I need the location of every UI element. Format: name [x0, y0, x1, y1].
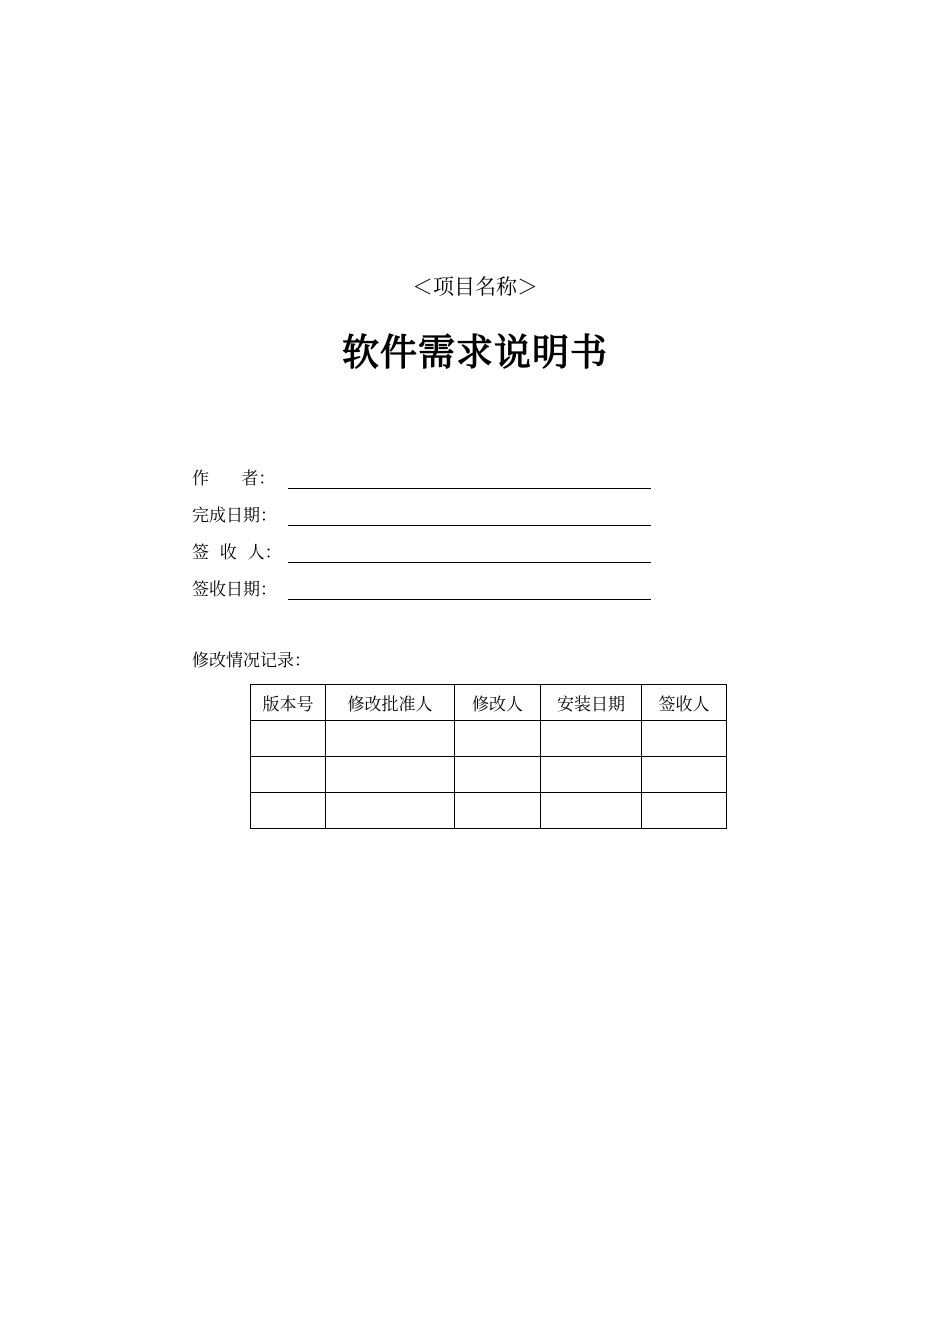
author-label: 作 者： — [192, 469, 276, 489]
column-header-recipient: 签收人 — [642, 685, 727, 721]
author-underline — [288, 488, 651, 489]
table-row — [251, 793, 727, 829]
recipient-label: 签 收 人： — [192, 543, 282, 563]
table-header-row — [251, 685, 727, 721]
table-cell — [541, 793, 642, 829]
table-cell — [455, 793, 541, 829]
table-cell — [326, 757, 455, 793]
table-cell — [326, 793, 455, 829]
receipt-date-field — [192, 577, 662, 614]
column-header-modifier: 修改人 — [455, 685, 541, 721]
table-row — [251, 721, 727, 757]
project-name: ＜项目名称＞ — [412, 275, 538, 299]
author-field — [192, 466, 662, 503]
table-cell — [251, 757, 326, 793]
table-cell — [251, 793, 326, 829]
table-cell — [642, 793, 727, 829]
column-header-approver: 修改批准人 — [326, 685, 455, 721]
recipient-field — [192, 540, 662, 577]
column-header-version: 版本号 — [251, 685, 326, 721]
table-cell — [541, 721, 642, 757]
signature-fields — [192, 466, 662, 614]
revision-table — [250, 684, 727, 829]
column-header-install-date: 安装日期 — [541, 685, 642, 721]
table-cell — [455, 721, 541, 757]
completion-date-underline — [288, 525, 651, 526]
table-cell — [326, 721, 455, 757]
table-cell — [642, 757, 727, 793]
recipient-underline — [288, 562, 651, 563]
document-title: 软件需求说明书 — [342, 331, 608, 374]
receipt-date-label: 签收日期： — [192, 580, 277, 600]
table-cell — [455, 757, 541, 793]
receipt-date-underline — [288, 599, 651, 600]
completion-date-field — [192, 503, 662, 540]
completion-date-label: 完成日期： — [192, 506, 277, 526]
table-cell — [642, 721, 727, 757]
revision-record-label: 修改情况记录： — [192, 651, 311, 671]
table-cell — [541, 757, 642, 793]
table-cell — [251, 721, 326, 757]
table-row — [251, 757, 727, 793]
